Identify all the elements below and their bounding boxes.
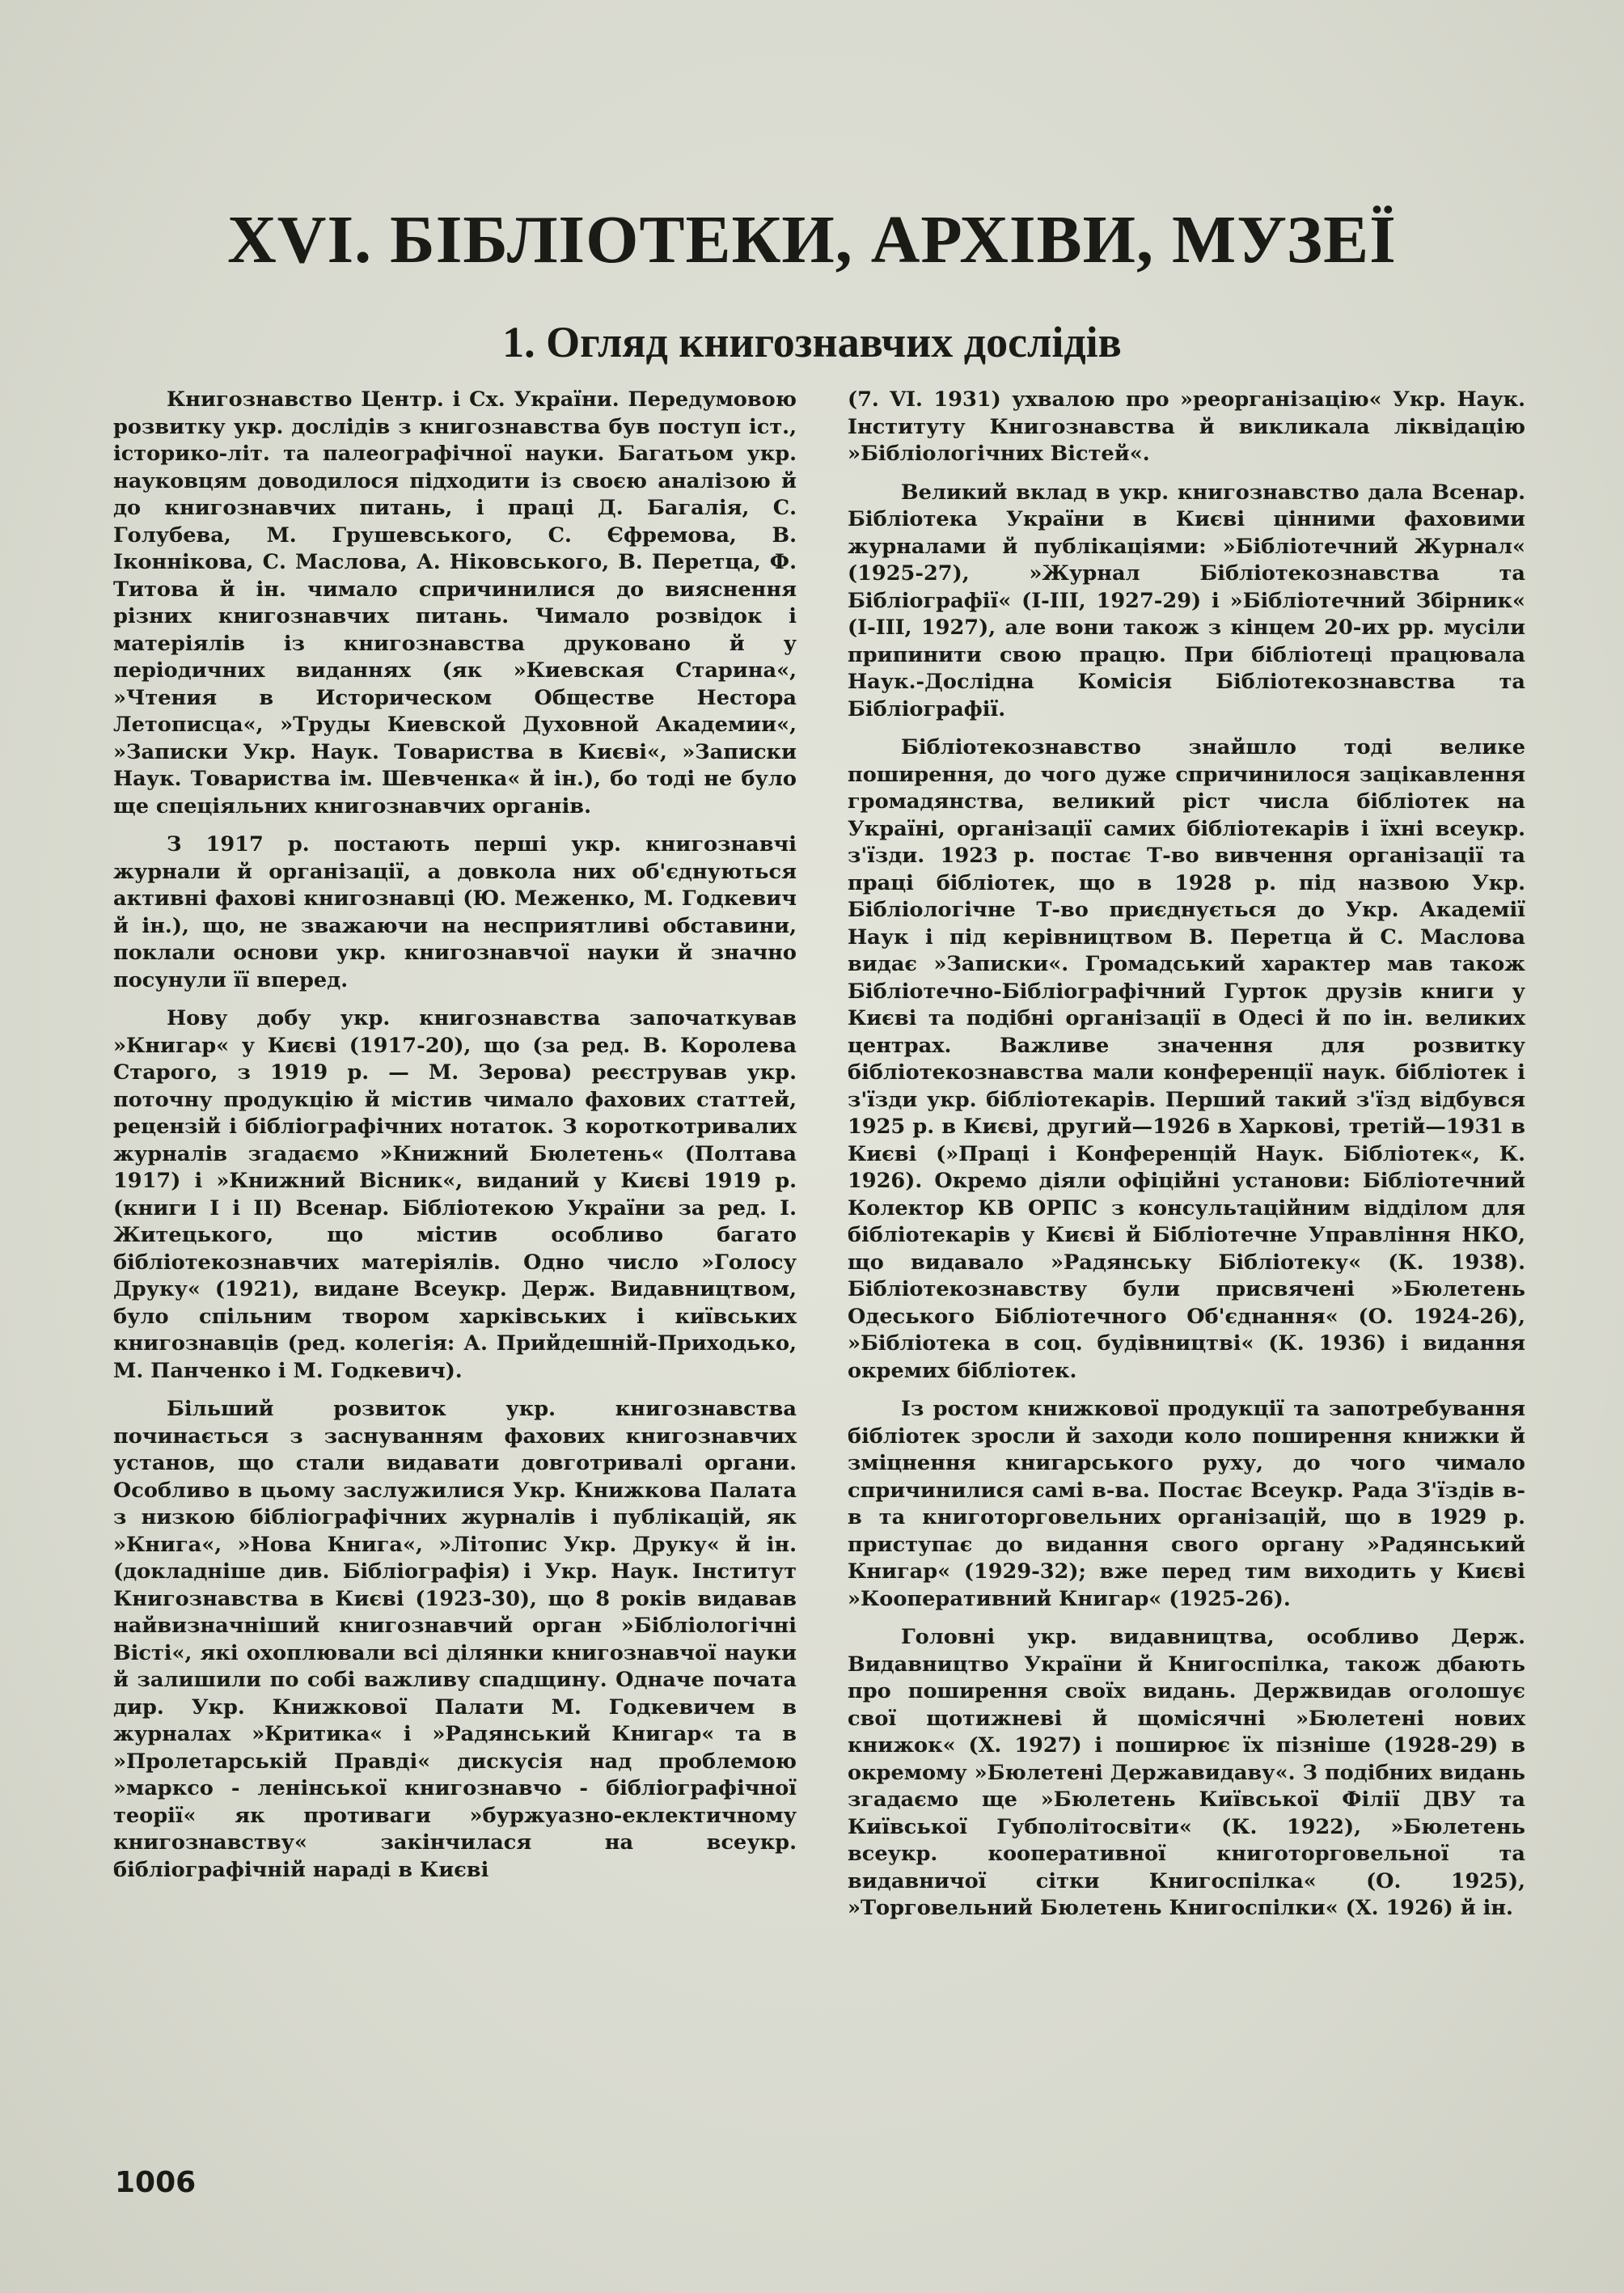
paragraph-text: Більший розвиток укр. книгознавства починається з заснуванням фахових книгознавчих установ, що стали видавати довготривалі органи. Особливо в цьому заслужилися Укр. Книжкова Палата з низкою бібліографічних журналів і публікацій, як »Книга«, »Нова Книга«, »Літопис Укр. Друку« й ін. (докладніше див. Бібліографія) і Укр. Наук. Інститут Книгознавства в Києві (1923-30), що 8 років видавав найвизначніший книгознавчий орган »Бібліологічні Вісті«, які охоплювали всі ділянки книгознавчої науки й залишили по собі важливу спадщину. Одначе почата дир. Укр. Книжкової Палати М. Годкевичем в журналах »Критика« і »Радянський Книгар« та в »Пролетарській Правді« дискусія над проблемою »марксо - ленінської книгознавчо - бібліографічної теорії« як противаги »буржуазно-еклектичному книгознавству« закінчилася на всеукр. бібліографічній нараді в Києві [113,1397,797,1882]
paragraph [113,1005,797,1385]
right-column [848,387,1525,1934]
paragraph [113,387,797,820]
paragraph-text: Нову добу укр. книгознавства започаткував »Книгар« у Києві (1917-20), що (за ред. В. Королева Старого, з 1919 р. — М. Зерова) реєстрував укр. поточну продукцію й містив чимало фахових статтей, рецензій і бібліографічних нотаток. З короткотривалих журналів згадаємо »Книжний Бюлетень« (Полтава 1917) і »Книжний Вісник«, виданий у Києві 1919 р. (книги I і II) Всенар. Бібліотекою України за ред. І. Житецького, що містив особливо багато бібліотекознавчих матеріялів. Одно число »Голосу Друку« (1921), видане Всеукр. Держ. Видавництвом, було спільним твором харківських і київських книгознавців (ред. колегія: А. Прийдешній-Приходько, М. Панченко і М. Годкевич). [113,1006,797,1383]
paragraph-lead: Книгознавство Центр. і Сх. України. [167,387,620,412]
page-number: 1006 [115,2166,197,2199]
paragraph-text: Великий вклад в укр. книгознавство дала Всенар. Бібліотека України в Києві цінними фаховими журналами й публікаціями: »Бібліотечний Журнал« (1925-27), »Журнал Бібліотекознавства та Бібліографії« (I-III, 1927-29) і »Бібліотечний Збірник« (I-III, 1927), але вони також з кінцем 20-их рр. мусіли припинити свою працю. При бібліотеці працювала Наук.-Дослідна Комісія Бібліотекознавства та Бібліографії. [848,480,1525,721]
paragraph-text: Бібліотекознавство знайшло тоді велике поширення, до чого дуже спричинилося зацікавлення громадянства, великий ріст числа бібліотек на Україні, організації самих бібліотекарів і їхні всеукр. з'їзди. 1923 р. постає Т-во вивчення організації та праці бібліотек, що в 1928 р. під назвою Укр. Бібліологічне Т-во приєднується до Укр. Академії Наук і під керівництвом В. Перетца й С. Маслова видає »Записки«. Громадський характер мав також Бібліотечно-Бібліографічний Гурток друзів книги у Києві та подібні організації в Одесі й по ін. великих центрах. Важливе значення для розвитку бібліотекознавства мали конференції наук. бібліотек і з'їзди укр. бібліотекарів. Перший такий з'їзд відбувся 1925 р. в Києві, другий—1926 в Харкові, третій—1931 в Києві (»Праці і Конференцій Наук. Бібліотек«, К. 1926). Окремо діяли офіційні установи: Бібліотечний Колектор КВ ОРПС з консультаційним відділом для бібліотекарів у Києві й Бібліотечне Управління НКО, що видавало »Радянську Бібліотеку« (К. 1938). Бібліотекознавству були присвячені »Бюлетень Одеського Бібліотечного Об'єднання« (О. 1924-26), »Бібліотека в соц. будівництві« (К. 1936) і видання окремих бібліотек. [848,735,1525,1383]
paragraph [113,831,797,994]
paragraph [848,387,1525,468]
paragraph [848,1624,1525,1923]
paragraph [848,1396,1525,1613]
chapter-title: XVI. БІБЛІОТЕКИ, АРХІВИ, МУЗЕЇ [227,202,1397,277]
paragraph-text: (7. VI. 1931) ухвалою про »реорганізацію« Укр. Наук. Інституту Книгознавства й викликала ліквідацію »Бібліологічних Вістей«. [848,387,1525,466]
paragraph [113,1396,797,1884]
paragraph-text: Передумовою розвитку укр. дослідів з книгознавства був поступ іст., історико-літ. та палеографічної науки. Багатьом укр. науковцям доводилося підходити із своєю аналізою й до книгознавчих питань, і праці Д. Багалія, С. Голубева, М. Грушевського, С. Єфремова, В. Іконнікова, С. Маслова, А. Ніковського, В. Перетца, Ф. Титова й ін. чимало спричинилися до вияснення різних книгознавчих питань. Чимало розвідок і матеріялів із книгознавства друковано й у періодичних виданнях (як »Киевская Старина«, »Чтения в Историческом Обществе Нестора Летописца«, »Труды Киевской Духовной Академии«, »Записки Укр. Наук. Товариства в Києві«, »Записки Наук. Товариства ім. Шевченка« й ін.), бо тоді не було ще спеціяльних книгознавчих органів. [113,387,797,819]
left-column [113,387,797,1895]
paragraph-text: Головні укр. видавництва, особливо Держ. Видавництво України й Книгоспілка, також дбають про поширення своїх видань. Держвидав оголошує свої щотижневі й щомісячні »Бюлетені нових книжок« (Х. 1927) і поширює їх пізніше (1928-29) в окремому »Бюлетені Державидаву«. З подібних видань згадаємо ще »Бюлетень Київської Філії ДВУ та Київської Губполітосвіти« (К. 1922), »Бюлетень всеукр. кооперативної книготорговельної та видавничої сітки Книгоспілка« (О. 1925), »Торговельний Бюлетень Книгоспілки« (Х. 1926) й ін. [848,1625,1525,1920]
paragraph-text: З 1917 р. постають перші укр. книгознавчі журнали й організації, а довкола них об'єднуються активні фахові книгознавці (Ю. Меженко, М. Годкевич й ін.), що, не зважаючи на несприятливі обставини, поклали основи укр. книгознавчої науки й значно посунули її вперед. [113,832,797,992]
paragraph [848,734,1525,1385]
paragraph-text: Із ростом книжкової продукції та запотребування бібліотек зросли й заходи коло поширення книжки й зміцнення книгарського руху, до чого чимало спричинилися самі в-ва. Постає Всеукр. Рада З'їздів в-в та книготорговельних організацій, що в 1929 р. приступає до видання свого органу »Радянський Книгар« (1929-32); вже перед тим виходить у Києві »Кооперативний Книгар« (1925-26). [848,1397,1525,1611]
paragraph [848,480,1525,724]
section-title: 1. Огляд книгознавчих дослідів [502,318,1122,366]
